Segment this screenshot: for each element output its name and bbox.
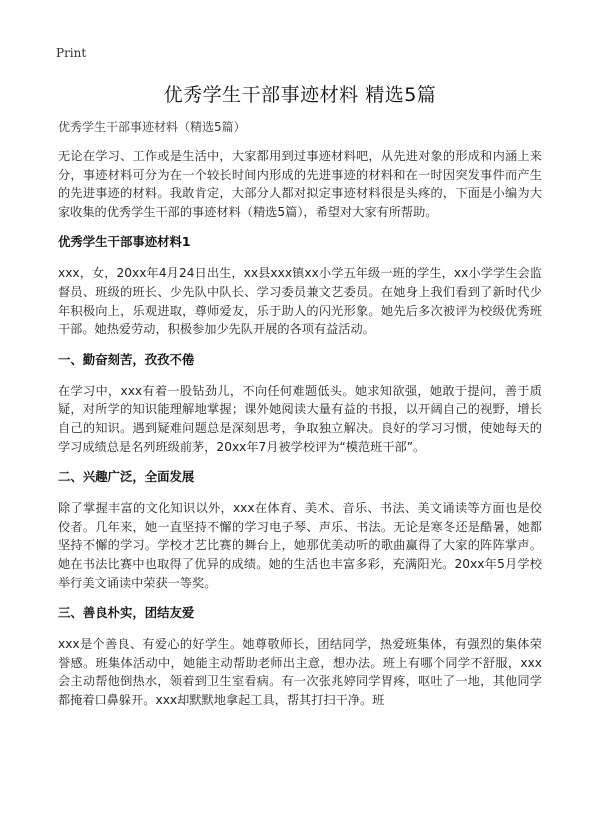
document-subtitle: 优秀学生干部事迹材料（精选5篇） <box>58 120 246 134</box>
diligent-paragraph: 在学习中，xxx有着一股钻劲儿，不向任何难题低头。她求知欲强，她敢于提问，善于质疑，对所学的知识能理解地掌握；课外她阅读大量有益的书报，以开阔自己的视野，增长自己的知识。遇到疑难问题总是深刻思考，争取独立解决。良好的学习习惯，使她每天的学习成绩总是名列班级前茅，20xx年7月被学校评为“模范班干部”。 <box>58 383 542 454</box>
subheading-interests: 二、兴趣广泛，全面发展 <box>58 469 195 485</box>
print-label: Print <box>56 46 87 60</box>
document-title: 优秀学生干部事迹材料 精选5篇 <box>163 84 437 106</box>
document-body <box>58 118 542 721</box>
intro-paragraph: 无论在学习、工作或是生活中，大家都用到过事迹材料吧，从先进对象的形成和内涵上来分，事迹材料可分为在一个较长时间内形成的先进事迹的材料和在一时因突发事件而产生的先进事迹的材料。我敢肯定，大部分人都对拟定事迹材料很是头疼的，下面是小编为大家收集的优秀学生干部的事迹材料（精选5篇），希望对大家有所帮助。 <box>58 149 542 219</box>
subheading-diligent: 一、勤奋刻苦，孜孜不倦 <box>58 351 195 367</box>
subheading-kindness: 三、善良朴实，团结友爱 <box>58 605 195 621</box>
section-heading-1: 优秀学生干部事迹材料1 <box>58 234 191 250</box>
interests-paragraph: 除了掌握丰富的文化知识以外，xxx在体育、美术、音乐、书法、美文诵读等方面也是佼佼者。几年来，她一直坚持不懈的学习电子琴、声乐、书法。无论是寒冬还是酷暑，她都坚持不懈的学习。学校才艺比赛的舞台上，她那优美动听的歌曲赢得了大家的阵阵掌声。她在书法比赛中也取得了优异的成绩。她的生活也丰富多彩，充满阳光。20xx年5月学校举行美文诵读中荣获一等奖。 <box>58 501 542 590</box>
section-1-paragraph: xxx，女，20xx年4月24日出生，xx县xxx镇xx小学五年级一班的学生，xx小学学生会监督员、班级的班长、少先队中队长、学习委员兼文艺委员。在她身上我们看到了新时代少年积极向上，乐观进取，尊师爱友，乐于助人的闪光形象。她先后多次被评为校级优秀班干部。她热爱劳动，积极参加少先队开展的各项有益活动。 <box>58 266 542 337</box>
kindness-paragraph: xxx是个善良、有爱心的好学生。她尊敬师长，团结同学，热爱班集体，有强烈的集体荣誉感。班集体活动中，她能主动帮助老师出主意，想办法。班上有哪个同学不舒服，xxx会主动帮他倒热水，领着到卫生室看病。有一次张兆婷同学胃疼，呕吐了一地，其他同学都掩着口鼻躲开。xxx却默默地拿起工具，帮其打扫干净。班 <box>58 637 542 707</box>
